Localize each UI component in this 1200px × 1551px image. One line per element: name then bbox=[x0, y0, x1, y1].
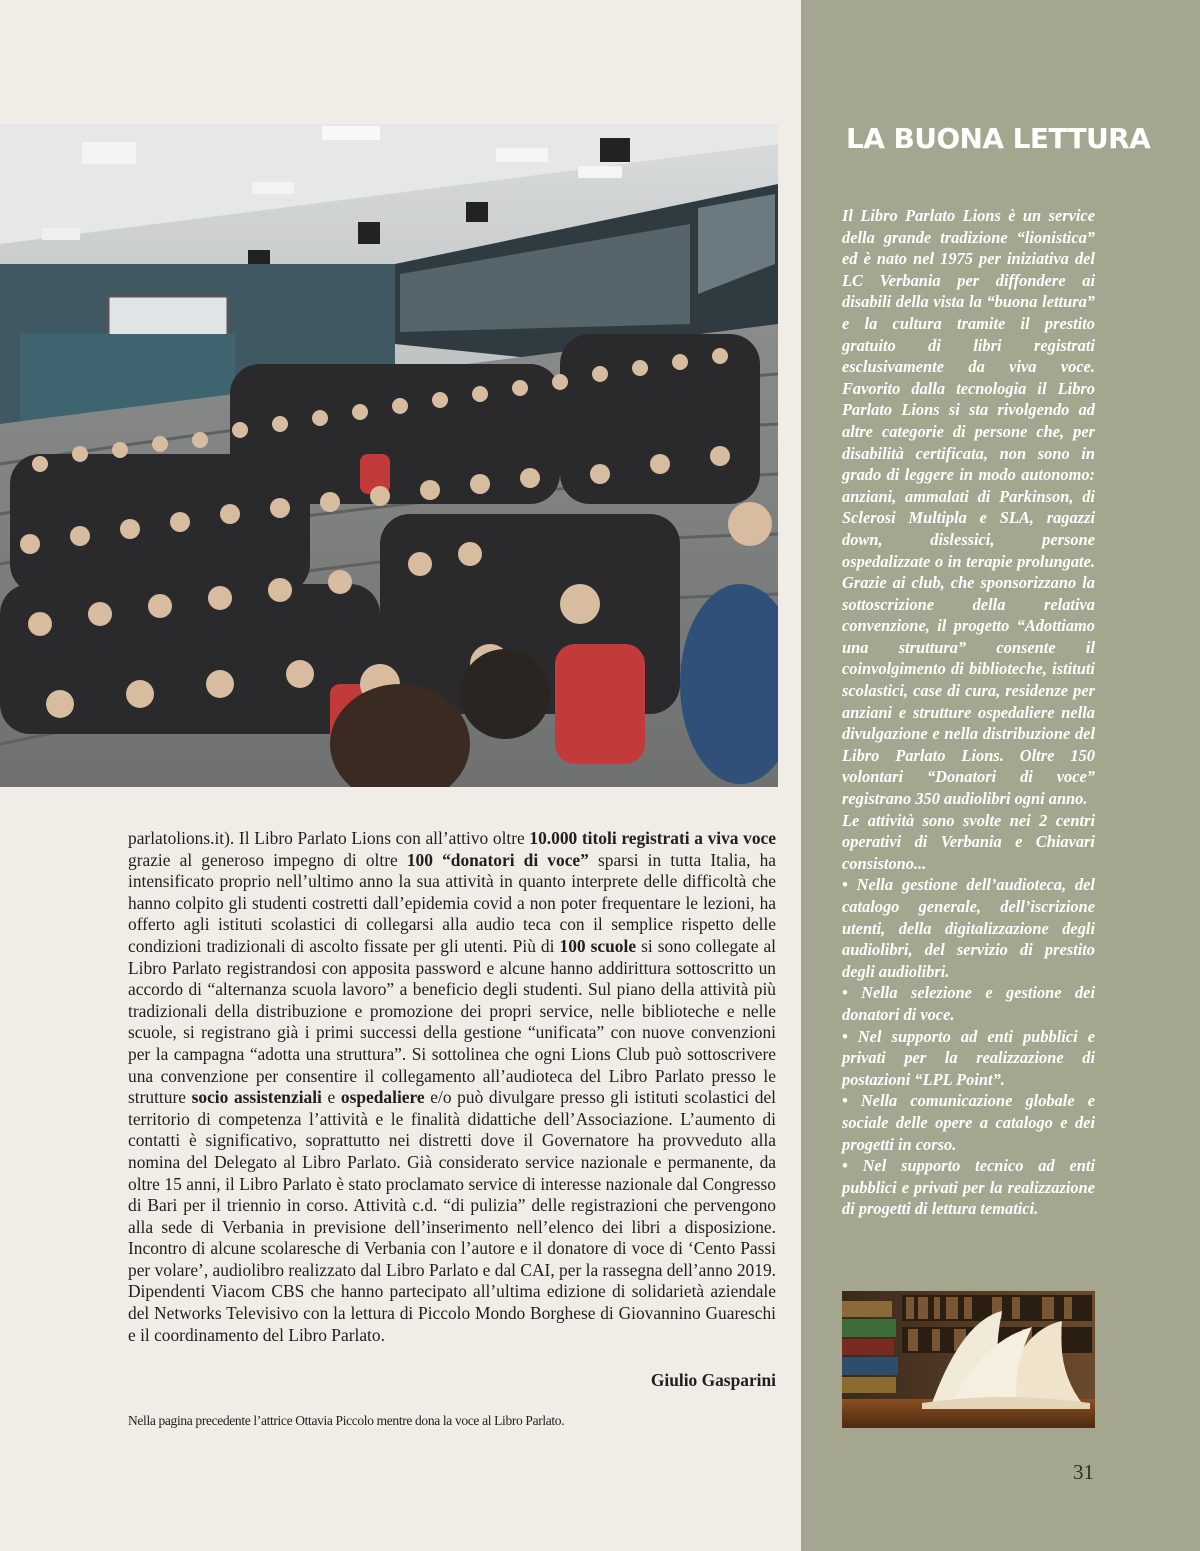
photo-caption: Nella pagina precedente l’attrice Ottavia Piccolo mentre dona la voce al Libro Parlato. bbox=[128, 1413, 565, 1428]
sidebar-body bbox=[842, 205, 1095, 1220]
sidebar-bullet: • Nel supporto ad enti pubblici e privati per la realizzazione di postazioni “LPL Point”. bbox=[842, 1026, 1095, 1089]
article-text: sparsi in tutta Italia, ha intensificato proprio nell’ultimo anno la sua attività in quanto interprete delle difficoltà che hanno colpito gli studenti costretti dall’epidemia covid a non poter frequentare le lezioni, ha offerto agli istituti scolastici di collegarsi alla audio teca con il semplice rispetto delle condizioni tradizionali di ascolto fissate per gli utenti. Più di bbox=[128, 849, 776, 956]
auditorium-photo-illustration bbox=[0, 124, 778, 787]
article-body bbox=[128, 828, 776, 1346]
sidebar-title: LA BUONA LETTURA bbox=[846, 122, 1151, 155]
article-emphasis: 100 “donatori di voce” bbox=[406, 849, 589, 870]
sidebar-paragraph: Le attività sono svolte nei 2 centri operativi di Verbania e Chiavari consistono... bbox=[842, 810, 1095, 873]
sidebar-bullet: • Nella selezione e gestione dei donatori di voce. bbox=[842, 983, 1095, 1024]
article-emphasis: 100 scuole bbox=[559, 935, 637, 956]
article-emphasis: 10.000 titoli registrati a viva voce bbox=[529, 828, 776, 848]
article-paragraph bbox=[128, 828, 776, 1346]
sidebar-bullet: • Nella gestione dell’audioteca, del catalogo generale, dell’iscrizione utenti, della digitalizzazione degli audiolibri, del servizio di prestito degli audiolibri. bbox=[842, 875, 1095, 981]
open-book-illustration bbox=[842, 1291, 1095, 1428]
article-text: si sono collegate al Libro Parlato registrandosi con apposita password e alcune hanno addirittura sottoscritto un accordo di “alternanza scuola lavoro” a beneficio degli studenti. Sul piano della attività più tradizionali della distribuzione e promozione dei propri service, nelle biblioteche e nelle scuole, si registrano già i primi successi della gestione “unificata” con nuove convenzioni per la campagna “adotta una struttura”. Si sottolinea che ogni Lions Club può sottoscrivere una convenzione per consentire il collegamento all’audioteca del Libro Parlato presso le strutture bbox=[128, 935, 777, 1108]
article-text: grazie al generoso impegno di oltre bbox=[128, 849, 407, 870]
sidebar-paragraph: Il Libro Parlato Lions è un service della grande tradizione “lionistica” ed è nato nel 1975 per iniziativa del LC Verbania per diffondere ai disabili della vista la “buona lettura” e la cultura tramite il prestito gratuito di libri registrati esclusivamente da viva voce. Favorito dalla tecnologia il Libro Parlato Lions si sta rivolgendo ad altre categorie di persone che, per disabilità certificata, non sono in grado di leggere in modo autonomo: anziani, ammalati di Parkinson, di Sclerosi Multipla e SLA, ragazzi down, dislessici, persone ospedalizzate o in terapie prolungate. Grazie ai club, che sponsorizzano la sottoscrizione della relativa convenzione, il progetto “Adottiamo una struttura” consente il coinvolgimento di biblioteche, istituti scolastici, case di cura, residenze per anziani e strutture ospedaliere nella divulgazione e nella distribuzione del Libro Parlato Lions. Oltre 150 volontari “Donatori di voce” registrano 350 audiolibri ogni anno. bbox=[842, 206, 1095, 809]
auditorium-photo bbox=[0, 124, 778, 787]
article-emphasis: socio assistenziali bbox=[191, 1087, 322, 1108]
article-emphasis: ospedaliere bbox=[340, 1087, 425, 1108]
article-text: parlatolions.it). Il Libro Parlato Lions con all’attivo oltre bbox=[128, 828, 530, 848]
open-book-photo bbox=[842, 1291, 1095, 1428]
article-author: Giulio Gasparini bbox=[650, 1370, 776, 1390]
page-number: 31 bbox=[1073, 1460, 1094, 1484]
sidebar-bullet: • Nella comunicazione globale e sociale delle opere a catalogo e dei progetti in corso. bbox=[842, 1091, 1095, 1154]
sidebar-bullet: • Nel supporto tecnico ad enti pubblici e privati per la realizzazione di progetti di lettura tematici. bbox=[842, 1156, 1095, 1219]
article-text: e bbox=[321, 1087, 341, 1108]
article-text: e/o può divulgare presso gli istituti scolastici del territorio di competenza l’attività e le finalità didattiche dell’Associazione. L’aumento di contatti è significativo, soprattutto nei distretti dove il Governatore ha provveduto alla nomina del Delegato al Libro Parlato. Già considerato service nazionale e permanente, da oltre 15 anni, il Libro Parlato è stato proclamato service di interesse nazionale dal Congresso di Bari per il triennio in corso. Attività c.d. “di pulizia” delle registrazioni che pervengono alla sede di Verbania in previsione dell’inserimento nell’elenco dei libri a disposizione. Incontro di alcune scolaresche di Verbania con l’autore e il donatore di voce di ‘Cento Passi per volare’, audiolibro realizzato dal Libro Parlato e dal CAI, per la rassegna dell’anno 2019. Dipendenti Viacom CBS che hanno partecipato all’ultima edizione di solidarietà aziendale del Networks Televisivo con la lettura di Piccolo Mondo Borghese di Giovannino Guareschi e il coordinamento del Libro Parlato. bbox=[128, 1087, 776, 1345]
